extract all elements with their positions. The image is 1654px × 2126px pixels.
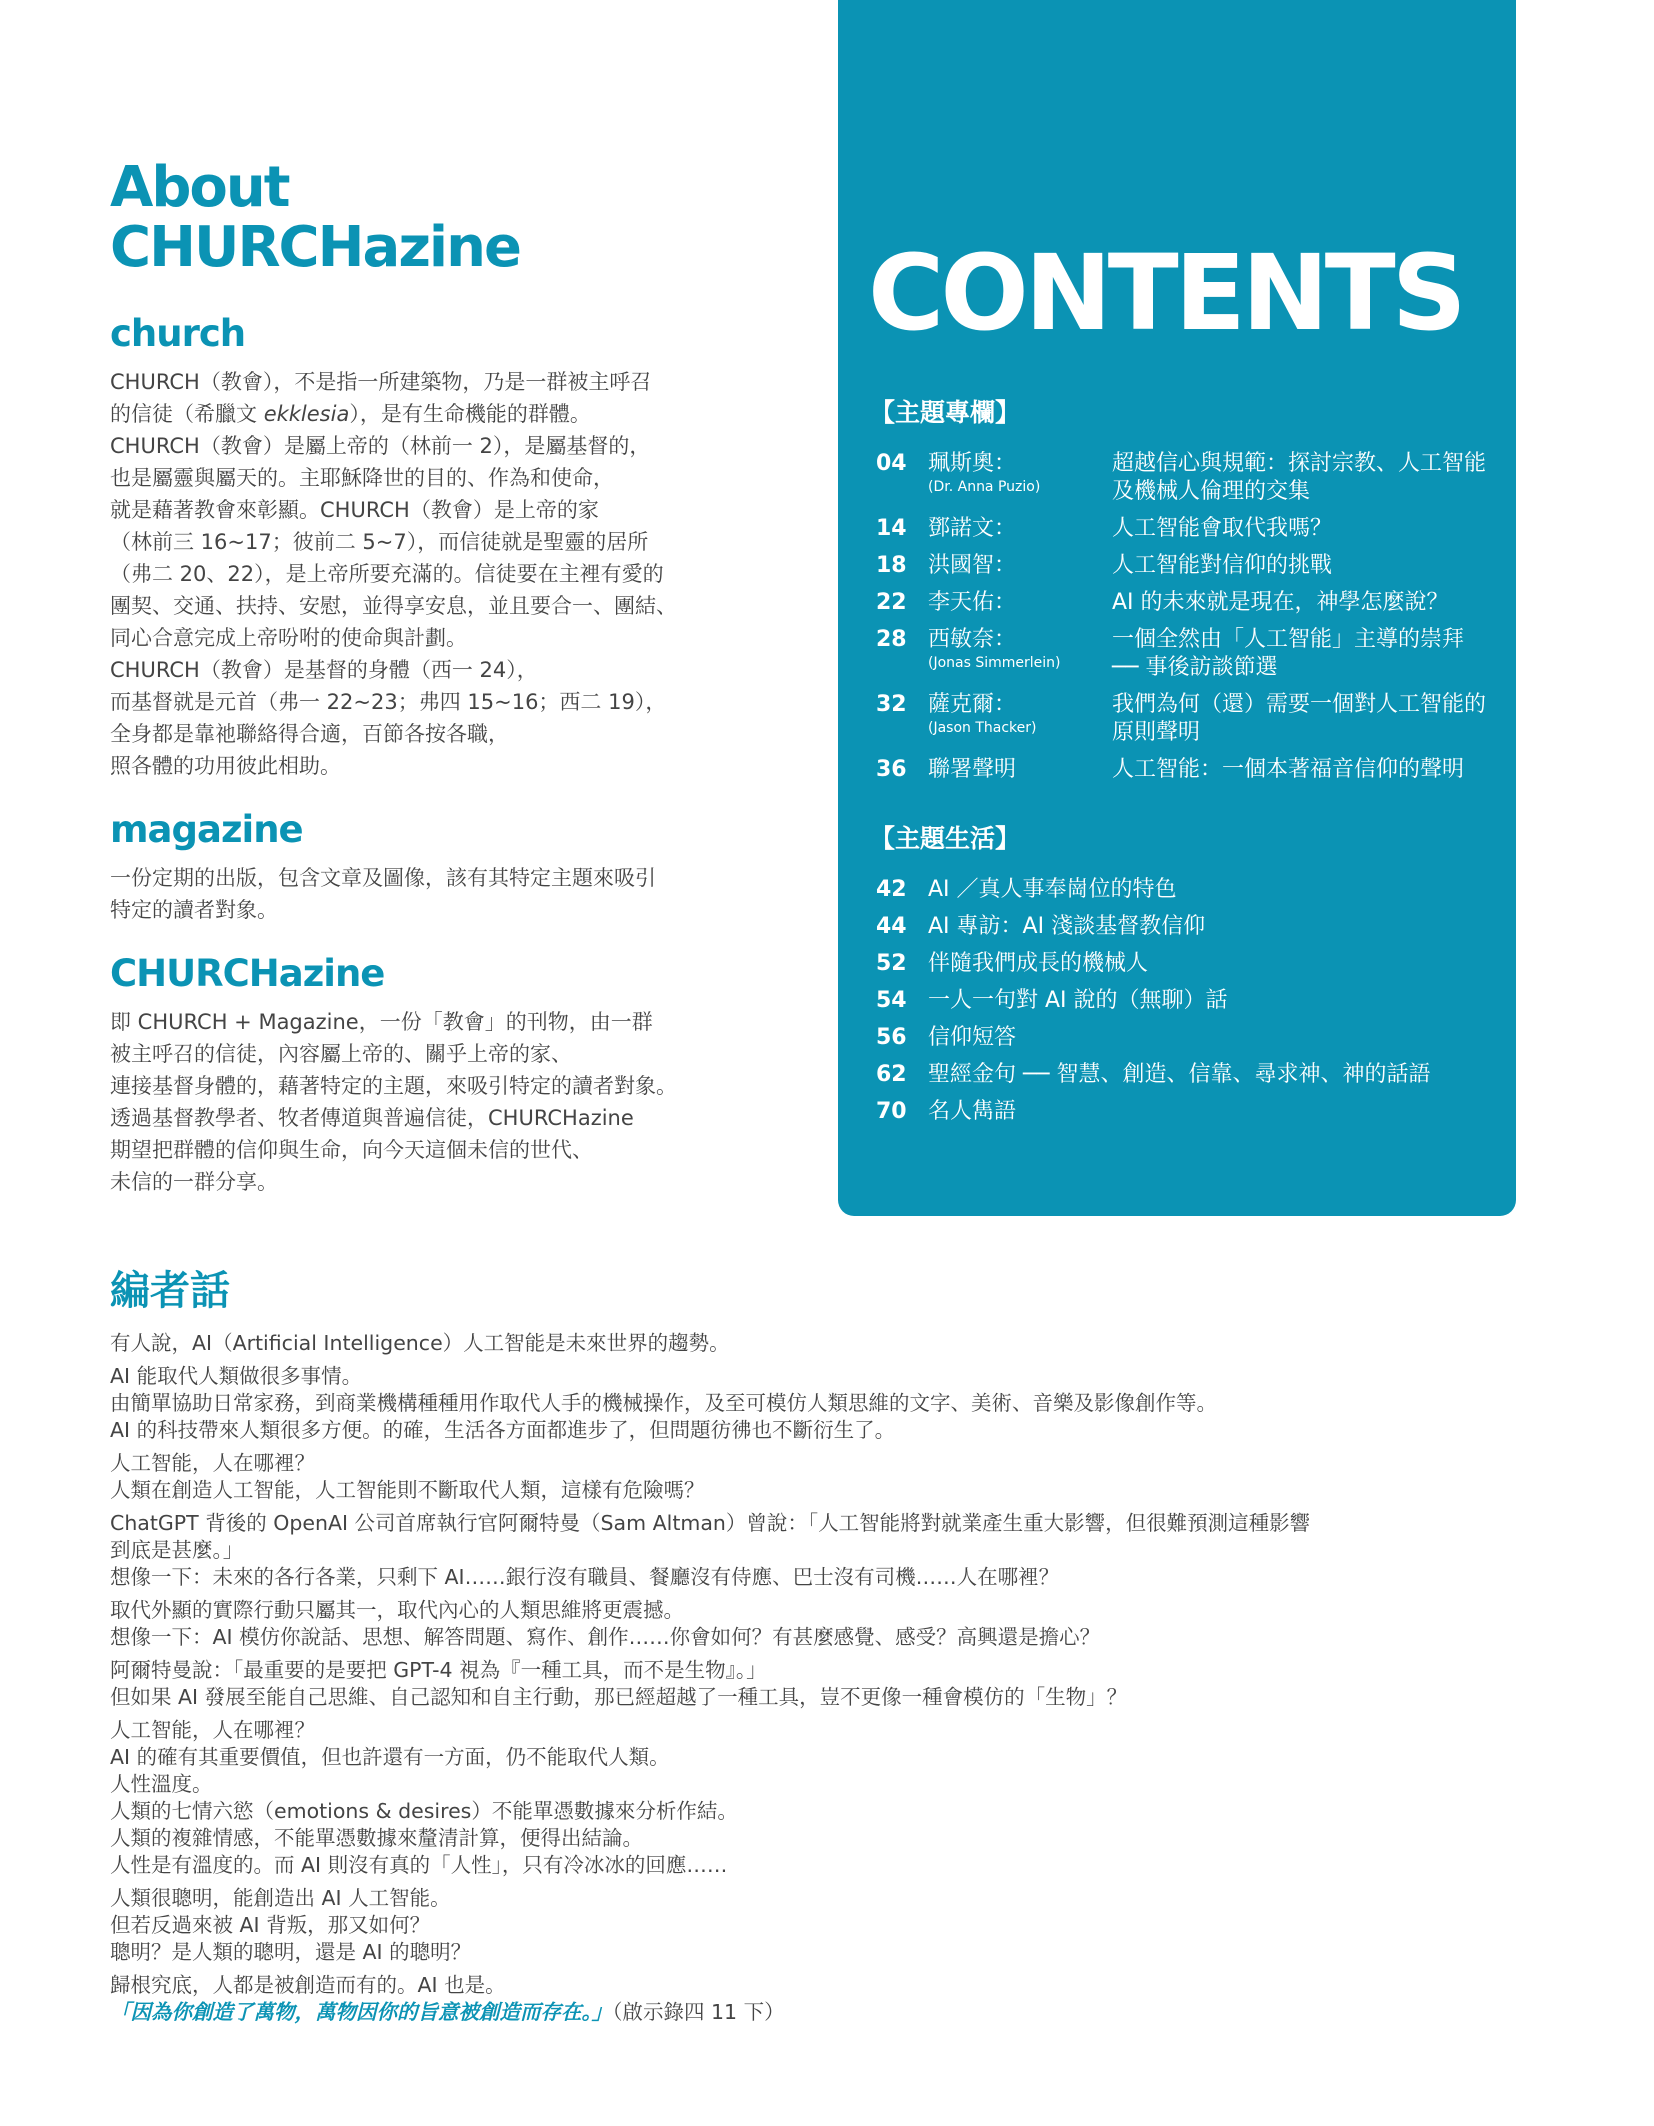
editorial-line: 歸根究底，人都是被創造而有的。AI 也是。 [110,1973,506,1997]
toc-page-number: 62 [876,1062,907,1087]
church-line: 照各體的功用彼此相助。 [110,754,341,778]
about-title [110,155,780,280]
editorial-line: 到底是甚麼。」 [110,1538,244,1562]
toc-page-number: 70 [876,1099,907,1124]
editorial-line: AI 能取代人類做很多事情。 [110,1364,363,1388]
editorial-line: 人類的七情六慾（emotions & desires）不能單憑數據來分析作結。 [110,1799,738,1823]
toc-author: 薩克爾： [928,692,1017,717]
toc-article-title: AI ／真人事奉崗位的特色 [928,877,1177,902]
toc-article-title: 聖經金句 ── 智慧、創造、信靠、尋求神、神的話語 [928,1062,1431,1087]
editorial-line: AI 的確有其重要價值，但也許還有一方面，仍不能取代人類。 [110,1745,670,1769]
editorial-line: 取代外顯的實際行動只屬其一，取代內心的人類思維將更震撼。 [110,1598,684,1622]
toc-article-title-cont: 原則聲明 [1112,720,1201,745]
toc-author: 聯署聲明 [928,757,1017,782]
toc-article-title: AI 專訪：AI 淺談基督教信仰 [928,914,1206,939]
toc-article-title: 名人雋語 [928,1099,1017,1124]
editorial-line: 想像一下：未來的各行各業，只剩下 AI……銀行沒有職員、餐廳沒有侍應、巴士沒有司機……人在哪裡？ [110,1565,1060,1589]
editorial-paragraph [110,1885,1530,1966]
toc-entry[interactable] [876,1024,1016,1052]
toc-page-number: 22 [876,590,907,615]
editorial-line: 人性是有溫度的。而 AI 則沒有真的「人性」，只有冷冰冰的回應…… [110,1853,728,1877]
churchazine-definition [110,1006,780,1198]
churchazine-heading: CHURCHazine [110,952,385,995]
toc-article-title-cont: 及機械人倫理的交集 [1112,479,1311,504]
toc-page-number: 54 [876,988,907,1013]
editorial-paragraph [110,1330,1530,1357]
toc-author-english: (Dr. Anna Puzio) [928,479,1041,495]
toc-article-title: 人工智能會取代我嗎？ [1112,516,1333,541]
editorial-line: 但如果 AI 發展至能自己思維、自己認知和自主行動，那已經超越了一種工具，豈不更像一種會模仿的「生物」？ [110,1685,1128,1709]
editorial-line: 阿爾特曼說：「最重要的是要把 GPT-4 視為『一種工具，而不是生物』。」 [110,1658,767,1682]
editorial-closing [110,1999,1530,2026]
editorial-paragraph [110,1972,1530,2026]
toc-article-title: 我們為何（還）需要一個對人工智能的 [1112,692,1487,717]
churchazine-line: 即 CHURCH + Magazine，一份「教會」的刊物，由一群 [110,1010,653,1034]
toc-entry[interactable] [876,1061,1430,1089]
about-title-line2: CHURCHazine [110,215,520,280]
editorial-line: 人類在創造人工智能，人工智能則不斷取代人類，這樣有危險嗎？ [110,1478,705,1502]
churchazine-line: 連接基督身體的，藉著特定的主題，來吸引特定的讀者對象。 [110,1074,677,1098]
contents-title: CONTENTS [868,232,1463,354]
toc-author: 洪國智： [928,553,1017,578]
churchazine-line: 被主呼召的信徒，內容屬上帝的、關乎上帝的家、 [110,1042,572,1066]
toc-page-number: 14 [876,516,907,541]
section-heading-feature: 【主題專欄】 [870,398,1021,427]
church-line: 也是屬靈與屬天的。主耶穌降世的目的、作為和使命， [110,466,614,490]
toc-article-title: 一個全然由「人工智能」主導的崇拜 [1112,627,1465,652]
church-line: 團契、交通、扶持、安慰，並得享安息，並且要合一、團結、 [110,594,677,618]
toc-entry[interactable] [876,1098,1016,1126]
toc-page-number: 28 [876,627,907,652]
church-line: 同心合意完成上帝吩咐的使命與計劃。 [110,626,467,650]
toc-author: 珮斯奧： [928,451,1017,476]
church-line: 就是藉著教會來彰顯。CHURCH（教會）是上帝的家 [110,498,599,522]
magazine-line: 特定的讀者對象。 [110,898,278,922]
toc-entry[interactable] [876,876,1177,904]
editorial-title: 編者話 [110,1268,230,1314]
toc-article-title: AI 的未來就是現在，神學怎麼說？ [1112,590,1449,615]
editorial-line: 人性溫度。 [110,1772,213,1796]
editorial-line: 有人說，AI（Artificial Intelligence）人工智能是未來世界的趨勢。 [110,1331,730,1355]
church-line: （林前三 16~17；彼前二 5~7），而信徒就是聖靈的居所 [110,530,649,554]
toc-entry[interactable] [876,950,1148,978]
editorial-line: AI 的科技帶來人類很多方便。的確，生活各方面都進步了，但問題彷彿也不斷衍生了。 [110,1418,896,1442]
magazine-heading: magazine [110,808,303,851]
editorial-line: 人工智能，人在哪裡？ [110,1451,315,1475]
church-line: 而基督就是元首（弗一 22~23；弗四 15~16；西二 19）， [110,690,667,714]
editorial-paragraph [110,1597,1530,1651]
toc-article-title: 一人一句對 AI 說的（無聊）話 [928,988,1228,1013]
magazine-line: 一份定期的出版，包含文章及圖像，該有其特定主題來吸引 [110,866,656,890]
toc-page-number: 42 [876,877,907,902]
toc-article-title: 信仰短答 [928,1025,1017,1050]
editorial-paragraph [110,1450,1530,1504]
toc-article-title: 人工智能：一個本著福音信仰的聲明 [1112,757,1465,782]
church-line: （弗二 20、22），是上帝所要充滿的。信徒要在主裡有愛的 [110,562,664,586]
toc-author: 鄧諾文： [928,516,1017,541]
church-definition [110,366,780,782]
toc-author-english: (Jason Thacker) [928,720,1037,736]
about-title-line1: About [110,155,289,220]
editorial-line: 人類很聰明，能創造出 AI 人工智能。 [110,1886,451,1910]
church-line: CHURCH（教會）是基督的身體（西一 24）， [110,658,538,682]
editorial-line: ChatGPT 背後的 OpenAI 公司首席執行官阿爾特曼（Sam Altman）曾說：「人工智能將對就業產生重大影響，但很難預測這種影響 [110,1511,1311,1535]
toc-page-number: 32 [876,692,907,717]
churchazine-line: 期望把群體的信仰與生命，向今天這個未信的世代、 [110,1138,593,1162]
editorial-paragraph [110,1510,1530,1591]
editorial-line: 但若反過來被 AI 背叛，那又如何？ [110,1913,431,1937]
editorial-line: 人工智能，人在哪裡？ [110,1718,315,1742]
toc-page-number: 04 [876,451,907,476]
toc-author: 西敏奈： [928,627,1017,652]
toc-article-title: 人工智能對信仰的挑戰 [1112,553,1333,578]
church-heading: church [110,312,246,355]
editorial-line: 由簡單協助日常家務，到商業機構種種用作取代人手的機械操作，及至可模仿人類思維的文字、美術、音樂及影像創作等。 [110,1391,1217,1415]
editorial-line: 想像一下：AI 模仿你說話、思想、解答問題、寫作、創作……你會如何？有甚麼感覺、感受？高興還是擔心？ [110,1625,1101,1649]
contents-panel [838,0,1516,1216]
about-section [110,155,780,1224]
church-line: 的信徒（希臘文 ekklesia），是有生命機能的群體。 [110,402,591,426]
editorial-line: 人類的複雜情感，不能單憑數據來釐清計算，便得出結論。 [110,1826,643,1850]
churchazine-line: 未信的一群分享。 [110,1170,278,1194]
editorial-line: 聰明？是人類的聰明，還是 AI 的聰明？ [110,1940,472,1964]
toc-page-number: 52 [876,951,907,976]
toc-author: 李天佑： [928,590,1017,615]
church-line: 全身都是靠祂聯絡得合適，百節各按各職， [110,722,509,746]
church-line: CHURCH（教會），不是指一所建築物，乃是一群被主呼召 [110,370,652,394]
section-heading-life: 【主題生活】 [870,824,1021,853]
scripture-quote: 「因為你創造了萬物，萬物因你的旨意被創造而存在。」 [110,2000,613,2024]
church-line: CHURCH（教會）是屬上帝的（林前一 2），是屬基督的， [110,434,651,458]
toc-article-title-cont: ── 事後訪談節選 [1112,655,1278,680]
toc-entry[interactable] [876,913,1205,941]
editorial-paragraph [110,1363,1530,1444]
toc-page-number: 56 [876,1025,907,1050]
toc-article-title: 超越信心與規範：探討宗教、人工智能 [1112,451,1487,476]
editorial-paragraph [110,1717,1530,1879]
toc-author-english: (Jonas Simmerlein) [928,655,1061,671]
magazine-definition [110,862,780,926]
scripture-reference: （啟示錄四 11 下） [612,2000,785,2024]
toc-page-number: 18 [876,553,907,578]
editorial-paragraph [110,1657,1530,1711]
churchazine-line: 透過基督教學者、牧者傳道與普遍信徒，CHURCHazine [110,1106,634,1130]
toc-article-title: 伴隨我們成長的機械人 [928,951,1149,976]
toc-page-number: 44 [876,914,907,939]
toc-page-number: 36 [876,757,907,782]
editorial-body [110,1330,1530,2032]
toc-entry[interactable] [876,987,1228,1015]
